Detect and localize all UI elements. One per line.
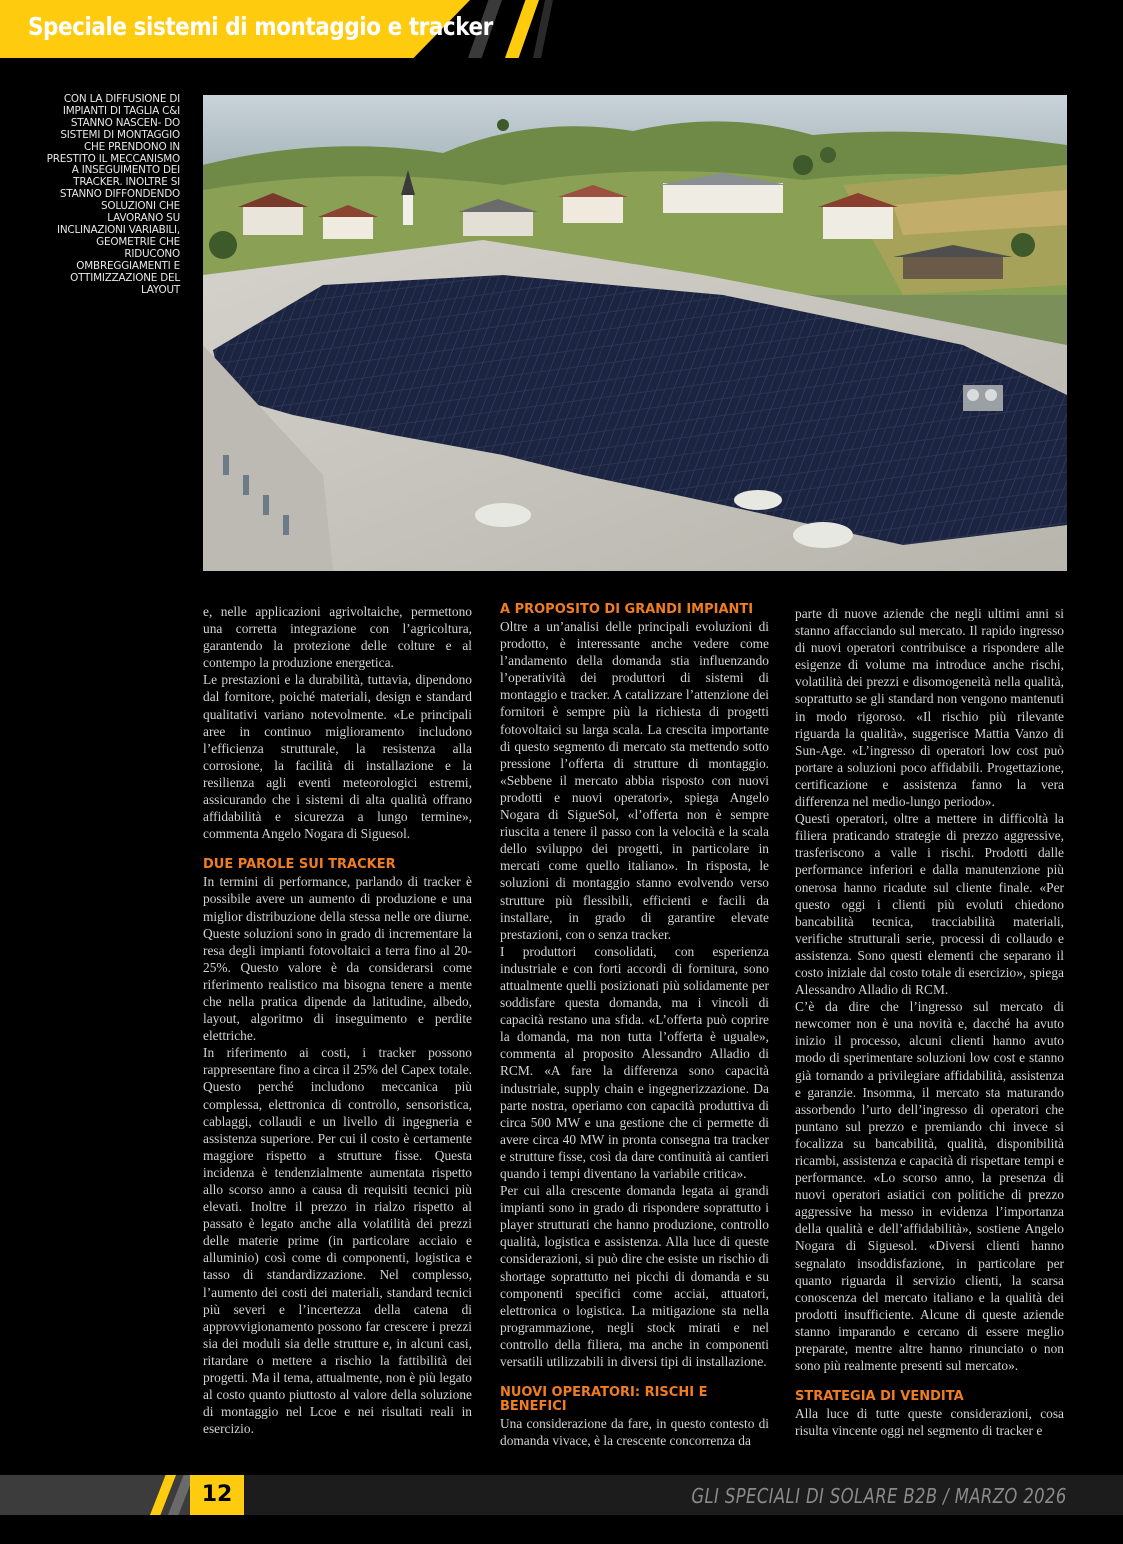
paragraph: Alla luce di tutte queste considerazioni, cosa risulta vincente oggi nel segmento di tracker e (795, 1406, 1064, 1439)
article-column-2 (500, 603, 769, 1449)
section-heading: A PROPOSITO DI GRANDI IMPIANTI (500, 602, 754, 617)
paragraph: e, nelle applicazioni agrivoltaiche, permettono una corretta integrazione con l’agricoltura, garantendo la protezione delle colture e al contempo la produzione energetica. (203, 604, 472, 671)
section-heading: STRATEGIA DI VENDITA (795, 1389, 964, 1405)
paragraph: I produttori consolidati, con esperienza industriale e con forti accordi di fornitura, sono attualmente quelli posizionati più solidamente per soddisfare questa domanda, ma i vincoli di capacità restano una sfida. «L’offerta può coprire la domanda, ma non tutta l’offerta è uguale», commenta al proposito Alessandro Alladio di RCM. «A fare la differenza sono capacità industriale, supply chain e ingegnerizzazione. Da parte nostra, operiamo con capacità produttiva di circa 500 MW e una gestione che ci permette di avere circa 40 MW in pronta consegna tra tracker e strutture fisse, così da dare continuità ai cantieri quando i tempi diventano la variabile critica». (500, 943, 769, 1181)
paragraph: Oltre a un’analisi delle principali evoluzioni di prodotto, è interessante anche vedere come l’andamento della domanda stia influenzando l’operatività dei produttori di sistemi di montaggio e tracker. A catalizzare l’attenzione dei fornitori è sempre più la richiesta di progetti fotovoltaici su larga scala. La crescita importante di questo segmento di mercato sta mettendo sotto pressione l’offerta di strutture di montaggio. «Sebbene il mercato abbia risposto con nuovi prodotti e nuovi operatori», spiega Angelo Nogara di SigueSol, «l’offerta non è sempre riuscita a tenere il passo con la velocità e la scala dello sviluppo dei progetti, in particolare in mercati come quello italiano». In risposta, le soluzioni di montaggio stanno evolvendo verso strutture più flessibili, efficienti e facili da installare, in grado di garantire elevate prestazioni, con o senza tracker. (500, 619, 769, 942)
section-title: Speciale sistemi di montaggio e tracker (28, 12, 493, 41)
header-stripe (505, 0, 539, 58)
article-column-1 (203, 603, 472, 1437)
paragraph: Una considerazione da fare, in questo contesto di domanda vivace, è la crescente concorrenza da (500, 1416, 769, 1449)
article-column-3 (795, 605, 1064, 1439)
paragraph: parte di nuove aziende che negli ultimi anni si stanno affacciando sul mercato. Il rapido ingresso di nuovi operatori contribuisce a rispondere alle esigenze di volume ma introduce anche rischi, volatilità dei prezzi e disomogeneità nella qualità, soprattutto se gli standard non vengono mantenuti in modo rigoroso. «Il rischio più rilevante riguarda la qualità», suggerisce Mattia Vanzo di Sun-Age. «L’ingresso di operatori low cost può portare a soluzioni poco affidabili. Progettazione, certificazione e assistenza fanno la vera differenza nel medio-lungo periodo». (795, 606, 1064, 810)
paragraph: Le prestazioni e la durabilità, tuttavia, dipendono dal fornitore, poiché materiali, design e standard qualitativi variano notevolmente. «Le principali aree in continuo miglioramento includono l’efficienza strutturale, la resistenza alla corrosione, la facilità di installazione e la resilienza agli eventi meteorologici estremi, assicurando che i sistemi di alta qualità offrano affidabilità e sicurezza a lungo termine», commenta Angelo Nogara di Siguesol. (203, 672, 472, 842)
paragraph: In riferimento ai costi, i tracker possono rappresentare fino a circa il 25% del Capex totale. Questo perché includono meccanica più complessa, elettronica di controllo, sensoristica, cablaggi, collaudi e un livello di ingegneria e assistenza superiore. Per cui il costo è certamente maggiore rispetto a strutture fisse. Questa incidenza è tendenzialmente aumentata rispetto allo scorso anno a causa di requisiti tecnici più elevati. Inoltre il prezzo in rialzo rispetto al passato è legato anche alla volatilità dei prezzi delle materie prime (in particolare acciaio e alluminio) così come di componenti, logistica e tasso di standardizzazione. Nel complesso, l’aumento dei costi dei materiali, standard tecnici più severi e l’incertezza della catena di approvvigionamento possono far crescere i prezzi sia dei moduli sia delle strutture e, in alcuni casi, ritardare o mettere a rischio la fattibilità dei progetti. Ma il tema, attualmente, non è più legato al costo quanto piuttosto al valore della soluzione di montaggio nel Lcoe e nei risultati reali in esercizio. (203, 1045, 472, 1437)
section-heading: NUOVI OPERATORI: RISCHI E BENEFICI (500, 1385, 708, 1415)
header-stripe (533, 0, 553, 58)
section-heading: DUE PAROLE SUI TRACKER (203, 857, 396, 873)
photo-caption: CON LA DIFFUSIONE DI IMPIANTI DI TAGLIA C&I STANNO NASCEN- DO SISTEMI DI MONTAGGIO CHE PRENDONO IN PRESTITO IL MECCANISMO A INSEGUIMENTO DEI TRACKER. INOLTRE SI STANNO DIFFONDENDO SOLUZIONI CHE LAVORANO SU INCLINAZIONI VARIABILI, GEOMETRIE CHE RIDUCONO OMBREGGIAMENTI E OTTIMIZZAZIONE DEL LAYOUT (46, 93, 180, 296)
paragraph: Questi operatori, oltre a mettere in difficoltà la filiera praticando strategie di prezzo aggressive, trasferiscono a valle i rischi. Prodotti dalle performance inferiori e dalla manutenzione più onerosa hanno ricadute sul cliente finale. «Per questo oggi i clienti più evoluti chiedono bancabilità tecnica, tracciabilità materiali, verifiche strutturali serie, processi di collaudo e assistenza. Sono questi elementi che separano il costo iniziale dal costo totale di esercizio», spiega Alessandro Alladio di RCM. (795, 811, 1064, 998)
paragraph: C’è da dire che l’ingresso sul mercato di newcomer non è una novità e, dacché ha avuto inizio il processo, alcuni clienti hanno avuto modo di sperimentare soluzioni low cost e stanno già tornando a privilegiare affidabilità, assistenza e garanzie. Insomma, il mercato sta maturando assorbendo l’urto dell’ingresso di operatori che puntano sul prezzo e premiando chi invece si focalizza su bancabilità, qualità, disponibilità ricambi, assistenza e capacità di rispettare tempi e performance. «Lo scorso anno, la presenza di nuovi operatori asiatici con politiche di prezzo aggressive ha messo in evidenza l’importanza della qualità e dell’affidabilità», sostiene Angelo Nogara di Siguesol. «Diversi clienti hanno segnalato insoddisfazione, in particolare per quanto riguarda il servizio clienti, la scarsa conoscenza del mercato italiano e la qualità dei prodotti insufficiente. Alcune di queste aziende stanno imparando e cercano di essere meglio preparate, mentre altre hanno rinunciato o non sono più realmente presenti sul mercato». (795, 999, 1064, 1374)
rooftop-solar-photo (203, 95, 1067, 571)
page-number: 12 (201, 1482, 233, 1507)
paragraph: In termini di performance, parlando di tracker è possibile avere un aumento di produzione e una miglior distribuzione della stessa nelle ore diurne. Queste soluzioni sono in grado di incrementare la resa degli impianti fotovoltaici a terra fino al 20-25%. Questo valore è da considerarsi come riferimento realistico ma bisogna tenere a mente che nella pratica dipende da latitudine, albedo, layout, algoritmo di inseguimento e perdite elettriche. (203, 874, 472, 1044)
publication-footer: GLI SPECIALI DI SOLARE B2B / MARZO 2026 (691, 1484, 1067, 1508)
paragraph: Per cui alla crescente domanda legata ai grandi impianti sono in grado di rispondere soprattutto i player strutturati che hanno produzione, controllo qualità, logistica e assistenza. Alla luce di queste considerazioni, si può dire che esiste un rischio di shortage soprattutto nei picchi di domanda e su componenti specifici come acciai, attuatori, elettronica o logistica. La mitigazione sta nella programmazione, negli stock mirati e nel controllo della filiera, ma anche in componenti versatili utilizzabili in diversi tipi di installazione. (500, 1183, 769, 1370)
